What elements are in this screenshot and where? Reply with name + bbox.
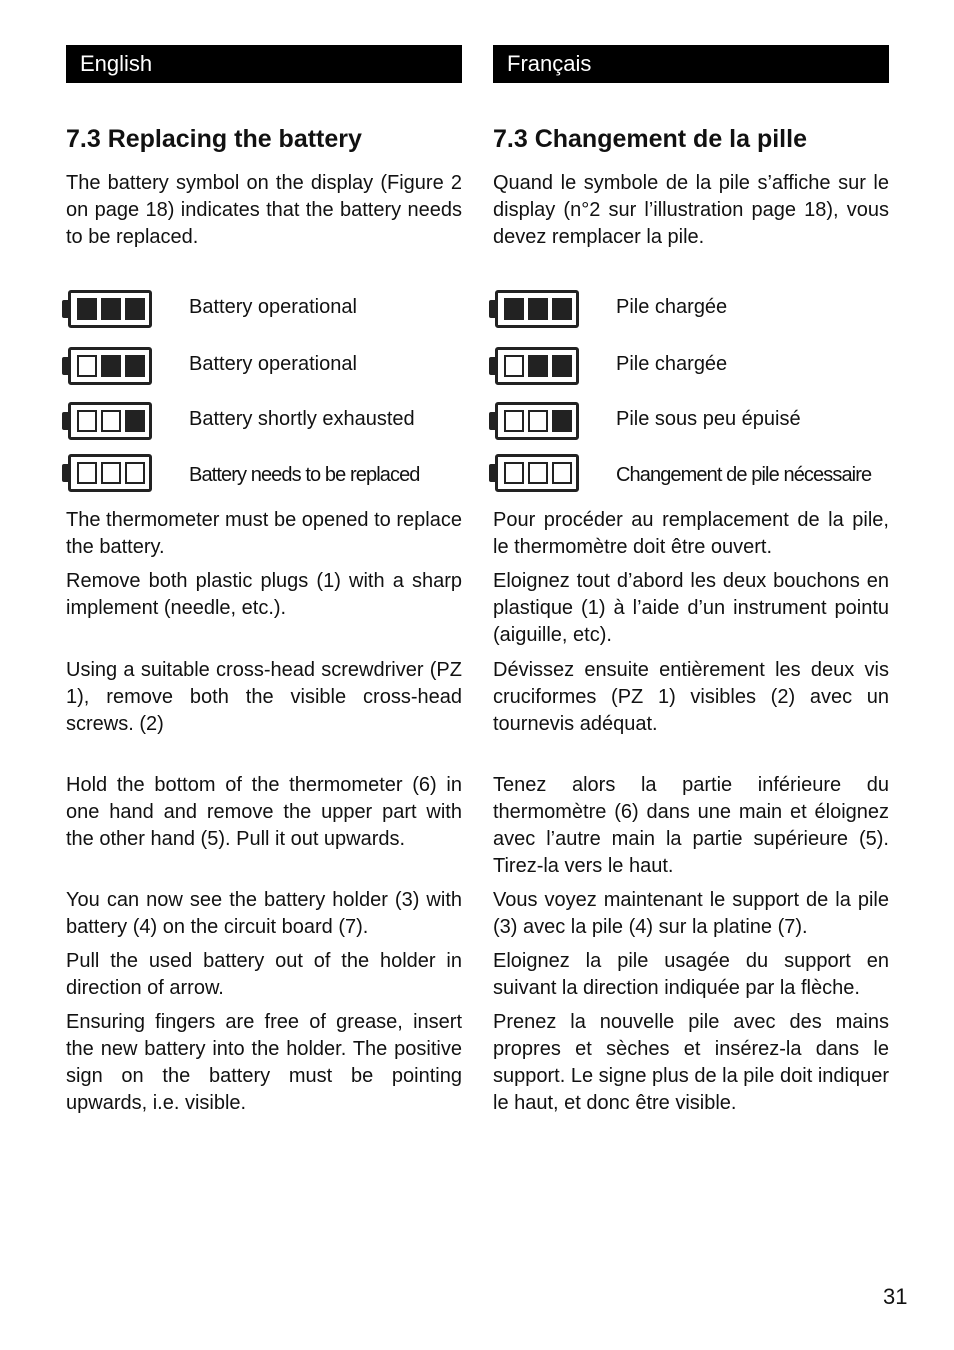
battery-status-label: Battery needs to be replaced — [189, 464, 420, 486]
body-paragraph: Eloignez tout d’abord les deux bouchons en plastique (1) à l’aide d’un instrument pointu (aiguille, etc). — [493, 570, 889, 646]
body-paragraph: Eloignez la pile usagée du support en suivant la direction indiquée par la flèche. — [493, 950, 889, 999]
body-paragraph: Prenez la nouvelle pile avec des mains propres et sèches et insérez-la dans le support. Le signe plus de la pile doit indiquer le haut, et donc être visible. — [493, 1011, 889, 1114]
battery-status-label: Battery shortly exhausted — [189, 408, 415, 430]
body-paragraph: Remove both plastic plugs (1) with a sharp implement (needle, etc.). — [66, 570, 462, 619]
body-paragraph: Pull the used battery out of the holder in direction of arrow. — [66, 950, 462, 999]
body-paragraph: Tenez alors la partie inférieure du thermomètre (6) dans une main et éloignez avec l’autre main la partie supérieure (5). Tirez-la vers le haut. — [493, 774, 889, 877]
battery-one-third-icon — [68, 402, 152, 440]
battery-two-thirds-icon — [68, 347, 152, 385]
body-paragraph: Hold the bottom of the thermometer (6) in one hand and remove the upper part with the other hand (5). Pull it out upwards. — [66, 774, 462, 850]
section-heading: 7.3 Changement de la pille — [493, 125, 807, 153]
battery-status-label: Pile chargée — [616, 353, 728, 375]
body-paragraph: Pour procéder au remplacement de la pile, le thermomètre doit être ouvert. — [493, 509, 889, 558]
battery-status-label: Changement de pile nécessaire — [616, 464, 872, 486]
language-header: Français — [493, 45, 889, 83]
intro-paragraph: Quand le symbole de la pile s’affiche sur le display (n°2 sur l’illustration page 18), vous devez remplacer la pile. — [493, 172, 889, 248]
body-paragraph: Ensuring fingers are free of grease, insert the new battery into the holder. The positive sign on the battery must be pointing upwards, i.e. visible. — [66, 1011, 462, 1114]
body-paragraph: Vous voyez maintenant le support de la pile (3) avec la pile (4) sur la platine (7). — [493, 889, 889, 938]
battery-status-row — [493, 347, 889, 391]
section-heading: 7.3 Replacing the battery — [66, 125, 362, 153]
battery-status-label: Battery operational — [189, 296, 357, 318]
battery-status-label: Battery operational — [189, 353, 357, 375]
battery-status-label: Pile chargée — [616, 296, 728, 318]
battery-status-row — [493, 402, 889, 446]
battery-empty-icon — [495, 454, 579, 492]
battery-status-row — [66, 402, 462, 446]
english-column — [66, 45, 462, 1114]
battery-status-row — [66, 454, 462, 498]
battery-status-row — [493, 290, 889, 334]
battery-full-icon — [495, 290, 579, 328]
battery-status-label: Pile sous peu épuisé — [616, 408, 801, 430]
language-header: English — [66, 45, 462, 83]
battery-status-row — [66, 290, 462, 334]
intro-paragraph: The battery symbol on the display (Figure 2 on page 18) indicates that the battery needs to be replaced. — [66, 172, 462, 248]
french-column — [493, 45, 889, 1114]
battery-status-row — [66, 347, 462, 391]
battery-status-row — [493, 454, 889, 498]
battery-empty-icon — [68, 454, 152, 492]
battery-two-thirds-icon — [495, 347, 579, 385]
body-paragraph: The thermometer must be opened to replace the battery. — [66, 509, 462, 558]
body-paragraph: You can now see the battery holder (3) with battery (4) on the circuit board (7). — [66, 889, 462, 938]
battery-one-third-icon — [495, 402, 579, 440]
battery-full-icon — [68, 290, 152, 328]
page-number: 31 — [883, 1284, 908, 1309]
body-paragraph: Dévissez ensuite entièrement les deux vis cruciformes (PZ 1) visibles (2) avec un tournevis adéquat. — [493, 659, 889, 735]
body-paragraph: Using a suitable cross-head screwdriver (PZ 1), remove both the visible cross-head screws. (2) — [66, 659, 462, 735]
